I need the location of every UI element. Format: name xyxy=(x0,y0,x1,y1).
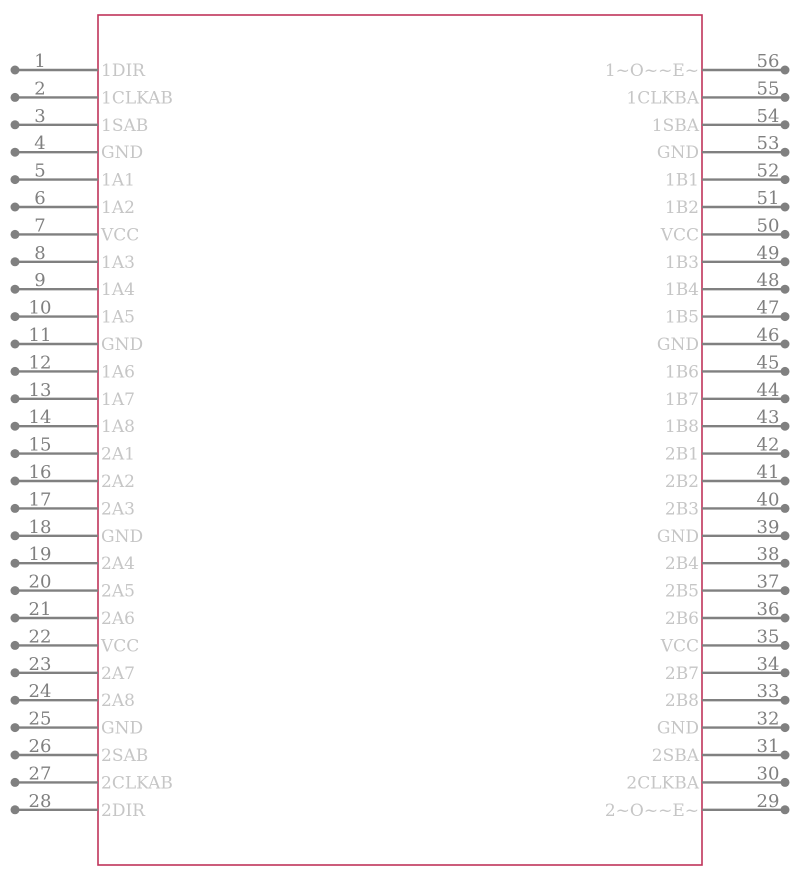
pin-number: 26 xyxy=(28,736,52,757)
pin-label: 2A1 xyxy=(101,444,135,465)
pin-label: 1DIR xyxy=(101,61,145,81)
pin-34 xyxy=(665,654,790,684)
pin-label: 2CLKAB xyxy=(101,773,173,794)
pin-endpoint-dot xyxy=(11,586,20,595)
pin-endpoint-dot xyxy=(11,559,20,568)
pin-18 xyxy=(11,517,144,547)
pin-endpoint-dot xyxy=(781,285,790,294)
pin-10 xyxy=(11,298,135,328)
pin-number: 12 xyxy=(28,352,52,374)
pin-label: 2DIR xyxy=(101,800,145,821)
pin-31 xyxy=(652,736,790,766)
pin-52 xyxy=(665,161,790,191)
pin-endpoint-dot xyxy=(781,641,790,650)
pin-number: 9 xyxy=(34,270,46,292)
pin-endpoint-dot xyxy=(781,203,790,212)
pin-endpoint-dot xyxy=(11,614,20,623)
pin-number: 6 xyxy=(34,188,46,209)
pin-5 xyxy=(11,161,135,191)
pin-endpoint-dot xyxy=(781,148,790,157)
pin-number: 13 xyxy=(28,379,52,401)
pin-endpoint-dot xyxy=(11,257,20,266)
pin-endpoint-dot xyxy=(781,477,790,486)
pin-48 xyxy=(665,270,790,300)
pin-label: 2A4 xyxy=(101,554,135,575)
pin-label: 2SAB xyxy=(101,746,149,766)
pin-endpoint-dot xyxy=(781,257,790,266)
pin-endpoint-dot xyxy=(11,778,20,787)
pin-label: GND xyxy=(656,718,699,739)
pin-21 xyxy=(11,599,135,629)
pin-endpoint-dot xyxy=(781,93,790,102)
pin-39 xyxy=(657,517,790,547)
pin-number: 41 xyxy=(756,462,780,483)
pin-number: 47 xyxy=(756,297,780,319)
pin-label: 2B1 xyxy=(664,444,699,465)
pin-endpoint-dot xyxy=(11,120,20,129)
pin-endpoint-dot xyxy=(781,422,790,431)
pin-endpoint-dot xyxy=(11,751,20,760)
pin-label: 1B1 xyxy=(664,170,699,191)
pin-number: 44 xyxy=(756,379,780,401)
pin-4 xyxy=(11,133,144,163)
pin-17 xyxy=(11,489,135,519)
pin-47 xyxy=(665,298,790,328)
pin-label: 2B4 xyxy=(664,554,699,575)
pin-label: 1A7 xyxy=(101,389,135,410)
pin-label: 2A3 xyxy=(101,499,135,520)
pin-15 xyxy=(11,435,135,465)
pin-label: 1B6 xyxy=(664,362,699,383)
pin-endpoint-dot xyxy=(781,614,790,623)
pin-number: 5 xyxy=(34,160,46,182)
pin-20 xyxy=(11,572,135,602)
pin-number: 55 xyxy=(756,78,780,100)
pin-37 xyxy=(665,572,790,602)
pin-29 xyxy=(605,791,790,821)
pin-13 xyxy=(11,380,135,410)
pin-46 xyxy=(657,325,790,355)
pin-endpoint-dot xyxy=(781,668,790,677)
pin-label: 1B7 xyxy=(664,389,699,410)
pin-label: VCC xyxy=(660,636,699,657)
pin-endpoint-dot xyxy=(11,696,20,705)
pin-label: 2A6 xyxy=(101,609,135,629)
pin-endpoint-dot xyxy=(781,778,790,787)
pin-endpoint-dot xyxy=(11,668,20,677)
pin-label: GND xyxy=(656,526,699,547)
pin-number: 27 xyxy=(28,763,52,785)
pin-label: 2~O~~E~ xyxy=(604,800,699,821)
pin-label: 1A6 xyxy=(101,362,135,383)
pin-45 xyxy=(665,352,790,382)
pin-endpoint-dot xyxy=(781,230,790,239)
pin-label: 2B2 xyxy=(664,472,699,492)
pin-label: 2A8 xyxy=(101,691,135,712)
pin-number: 51 xyxy=(756,188,780,209)
pin-endpoint-dot xyxy=(781,175,790,184)
pin-number: 38 xyxy=(756,544,780,566)
pin-number: 46 xyxy=(756,325,780,346)
pin-endpoint-dot xyxy=(781,66,790,75)
pin-number: 11 xyxy=(28,325,52,346)
pin-label: 2A2 xyxy=(101,472,135,492)
pin-label: 1CLKAB xyxy=(101,88,173,109)
pin-label: 1A2 xyxy=(101,198,135,218)
pin-number: 16 xyxy=(28,462,52,483)
pin-number: 1 xyxy=(34,51,46,72)
pin-number: 19 xyxy=(28,544,52,566)
pin-endpoint-dot xyxy=(781,312,790,321)
pin-number: 33 xyxy=(756,681,780,703)
pin-number: 22 xyxy=(28,626,52,648)
pin-endpoint-dot xyxy=(11,723,20,732)
pin-number: 34 xyxy=(756,653,780,675)
ic-body-outline xyxy=(98,15,702,865)
pin-endpoint-dot xyxy=(781,340,790,349)
pin-55 xyxy=(626,78,789,108)
pin-43 xyxy=(665,407,790,437)
pin-9 xyxy=(11,270,135,300)
pin-number: 2 xyxy=(34,78,46,100)
pin-number: 32 xyxy=(756,708,780,730)
pin-25 xyxy=(11,709,144,739)
pin-endpoint-dot xyxy=(11,285,20,294)
pin-number: 7 xyxy=(34,215,46,237)
pin-label: GND xyxy=(101,526,144,547)
pin-number: 40 xyxy=(756,489,780,511)
pin-56 xyxy=(605,51,790,81)
pin-endpoint-dot xyxy=(11,93,20,102)
pin-label: 2B8 xyxy=(664,691,699,712)
pin-number: 53 xyxy=(756,133,780,155)
pin-label: 1~O~~E~ xyxy=(604,61,699,81)
pin-number: 31 xyxy=(756,736,780,757)
pin-label: 1B4 xyxy=(664,280,699,301)
pin-number: 10 xyxy=(28,297,52,319)
pin-24 xyxy=(11,681,135,711)
pin-endpoint-dot xyxy=(11,175,20,184)
pin-33 xyxy=(665,681,790,711)
pin-label: 2CLKBA xyxy=(626,773,699,794)
pin-49 xyxy=(665,243,790,273)
pin-number: 52 xyxy=(756,160,780,182)
pin-label: 1A4 xyxy=(101,280,135,301)
pin-endpoint-dot xyxy=(781,586,790,595)
pin-23 xyxy=(11,654,135,684)
pin-number: 20 xyxy=(28,571,52,593)
pin-endpoint-dot xyxy=(781,723,790,732)
pin-44 xyxy=(665,380,790,410)
pin-endpoint-dot xyxy=(781,449,790,458)
pin-19 xyxy=(11,544,135,574)
pin-endpoint-dot xyxy=(11,641,20,650)
pin-number: 14 xyxy=(28,407,52,429)
pin-number: 17 xyxy=(28,489,52,511)
pin-number: 28 xyxy=(28,790,52,812)
pin-number: 29 xyxy=(756,790,780,812)
pin-endpoint-dot xyxy=(781,805,790,814)
pin-54 xyxy=(652,106,790,136)
pin-28 xyxy=(11,791,147,821)
pin-endpoint-dot xyxy=(11,340,20,349)
left-pin-group xyxy=(11,51,173,821)
pin-endpoint-dot xyxy=(11,312,20,321)
pin-label: GND xyxy=(101,143,144,164)
pin-number: 8 xyxy=(34,242,46,264)
pin-label: 1B5 xyxy=(664,307,699,328)
pin-number: 36 xyxy=(756,599,780,620)
pin-number: 25 xyxy=(28,708,52,730)
pin-53 xyxy=(657,133,790,163)
pin-42 xyxy=(665,435,790,465)
pin-endpoint-dot xyxy=(11,449,20,458)
pin-51 xyxy=(665,188,790,218)
pin-label: 1B2 xyxy=(664,198,699,218)
pin-8 xyxy=(11,243,135,273)
pin-number: 30 xyxy=(756,763,780,785)
pin-12 xyxy=(11,352,135,382)
pin-41 xyxy=(665,462,790,492)
pin-6 xyxy=(11,188,135,218)
pin-27 xyxy=(11,763,173,793)
pin-number: 49 xyxy=(756,242,780,264)
pin-40 xyxy=(665,489,790,519)
pin-number: 18 xyxy=(28,516,52,538)
pin-endpoint-dot xyxy=(781,531,790,540)
pin-endpoint-dot xyxy=(11,148,20,157)
right-pin-group xyxy=(605,51,790,821)
pin-label: 2B7 xyxy=(664,663,699,684)
pin-11 xyxy=(11,325,144,355)
pin-endpoint-dot xyxy=(781,751,790,760)
pin-label: GND xyxy=(101,335,144,355)
pin-label: 1B3 xyxy=(664,252,699,273)
pin-label: 1CLKBA xyxy=(626,88,699,109)
pin-label: 2A7 xyxy=(101,663,135,684)
pin-endpoint-dot xyxy=(11,66,20,75)
pin-32 xyxy=(657,709,790,739)
pin-number: 21 xyxy=(28,599,52,620)
pin-30 xyxy=(626,763,789,793)
pin-number: 24 xyxy=(28,681,52,703)
pin-label: 2B6 xyxy=(664,609,699,629)
pin-label: GND xyxy=(101,718,144,739)
pin-50 xyxy=(660,215,790,245)
pin-endpoint-dot xyxy=(781,559,790,568)
pin-endpoint-dot xyxy=(781,504,790,513)
pin-label: 2B3 xyxy=(664,499,699,520)
pin-number: 4 xyxy=(34,133,46,155)
pin-label: 1B8 xyxy=(664,417,699,438)
pin-number: 45 xyxy=(756,352,780,374)
pin-label: GND xyxy=(656,143,699,164)
pin-endpoint-dot xyxy=(11,394,20,403)
pin-label: 2SBA xyxy=(651,746,699,766)
pin-number: 54 xyxy=(756,105,780,127)
pin-number: 43 xyxy=(756,407,780,429)
pin-label: VCC xyxy=(101,636,140,657)
pin-label: 1SAB xyxy=(101,115,149,136)
pin-label: GND xyxy=(656,335,699,355)
pin-label: 1A3 xyxy=(101,252,135,273)
pin-label: VCC xyxy=(660,225,699,246)
pin-7 xyxy=(11,215,140,245)
pin-number: 39 xyxy=(756,516,780,538)
pin-14 xyxy=(11,407,135,437)
pin-number: 35 xyxy=(756,626,780,648)
pin-label: VCC xyxy=(101,225,140,246)
pin-label: 1A8 xyxy=(101,417,135,438)
pin-35 xyxy=(660,626,790,656)
pin-endpoint-dot xyxy=(11,422,20,431)
pin-endpoint-dot xyxy=(781,696,790,705)
pin-number: 50 xyxy=(756,215,780,237)
pin-3 xyxy=(11,106,149,136)
pin-label: 2A5 xyxy=(101,581,135,602)
pin-26 xyxy=(11,736,149,766)
pin-endpoint-dot xyxy=(11,230,20,239)
pin-16 xyxy=(11,462,135,492)
pin-label: 1A5 xyxy=(101,307,135,328)
pin-number: 15 xyxy=(28,434,52,456)
pin-endpoint-dot xyxy=(781,120,790,129)
pin-endpoint-dot xyxy=(11,805,20,814)
pin-label: 2B5 xyxy=(664,581,699,602)
pin-endpoint-dot xyxy=(781,394,790,403)
pin-1 xyxy=(11,51,147,81)
pin-number: 42 xyxy=(756,434,780,456)
pin-22 xyxy=(11,626,140,656)
pin-38 xyxy=(665,544,790,574)
pin-number: 48 xyxy=(756,270,780,292)
pin-endpoint-dot xyxy=(11,203,20,212)
pin-number: 3 xyxy=(34,105,46,127)
pin-endpoint-dot xyxy=(11,477,20,486)
pin-number: 56 xyxy=(756,51,780,72)
pin-endpoint-dot xyxy=(11,531,20,540)
pin-number: 23 xyxy=(28,653,52,675)
pin-label: 1SBA xyxy=(651,115,699,136)
pin-number: 37 xyxy=(756,571,780,593)
pin-36 xyxy=(665,599,790,629)
pin-endpoint-dot xyxy=(781,367,790,376)
pin-endpoint-dot xyxy=(11,504,20,513)
pin-endpoint-dot xyxy=(11,367,20,376)
pin-label: 1A1 xyxy=(101,170,135,191)
pin-2 xyxy=(11,78,173,108)
